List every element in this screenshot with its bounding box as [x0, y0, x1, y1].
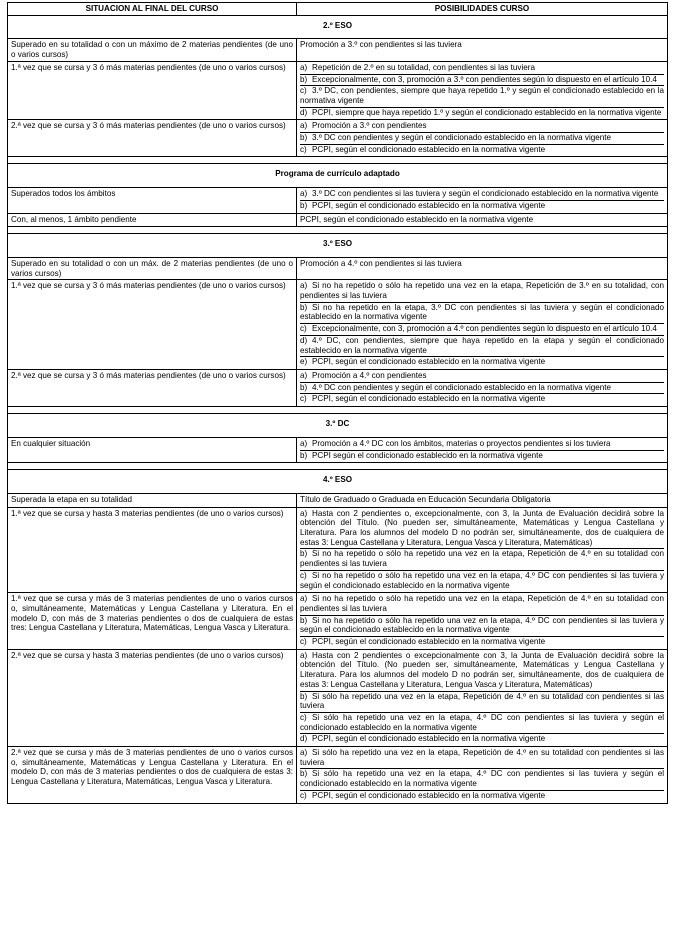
header-situation: SITUACION AL FINAL DEL CURSO	[8, 3, 297, 16]
option-text: Si no ha repetido o sólo ha repetido una vez en la etapa, 4.º DC con pendientes si las tuviera y según el condicionado establecido en la normativa vigente	[300, 615, 664, 635]
possibilities-cell	[297, 369, 668, 406]
option-item	[300, 121, 664, 133]
option-text: Si sólo ha repetido una vez en la etapa, 4.º DC con pendientes si las tuviera y según el condicionado establecido en la normativa vigente	[300, 769, 664, 789]
option-text: PCPI, según el condicionado establecido en la normativa vigente	[312, 144, 546, 154]
option-item	[300, 133, 664, 145]
option-text: Si no ha repetido o sólo ha repetido una vez en la etapa, Repetición de 4.º en su totalidad con pendientes si las tuviera	[300, 594, 664, 613]
option-letter: b)	[300, 200, 308, 210]
table-row	[8, 437, 668, 462]
situation-cell: 1.ª vez que se cursa y más de 3 materias pendientes de uno o varios cursos o, simultáneamente, Matemáticas y Lengua Castellana y Literatura. En el modelo D, con más de 3 materias pendientes o dos de cualquiera de estas tres: Lengua Castellana y Literatura, Matemáticas, Lengua Vasca y Literatura.	[8, 593, 297, 650]
section-gap	[8, 227, 668, 234]
option-text: Promoción a 4.º DC con los ámbitos, materias o proyectos pendientes si los tuviera	[312, 438, 611, 448]
option-item	[300, 713, 664, 734]
promotion-table	[7, 2, 668, 804]
table-row	[8, 61, 668, 120]
option-letter: b)	[300, 615, 308, 625]
header-possibilities: POSIBILIDADES CURSO	[297, 3, 668, 16]
option-text: PCPI según el condicionado establecido en la normativa vigente	[312, 450, 543, 460]
section-title: Programa de currículo adaptado	[8, 164, 668, 188]
table-row	[8, 493, 668, 507]
possibilities-cell	[297, 593, 668, 650]
option-text: Si no ha repetido en la etapa, 3.º DC con pendientes si las tuviera y según el condicionado establecido en la normativa vigente	[300, 302, 664, 322]
situation-cell: 2.ª vez que se cursa y 3 ó más materias pendientes (de uno o varios cursos)	[8, 369, 297, 406]
option-letter: a)	[300, 438, 308, 448]
option-text: PCPI, según el condicionado establecido en la normativa vigente	[312, 357, 546, 367]
option-item	[300, 594, 664, 615]
option-letter: a)	[300, 594, 308, 604]
option-item	[300, 63, 664, 75]
table-body	[8, 15, 668, 803]
option-letter: c)	[300, 637, 307, 647]
section-gap	[8, 157, 668, 164]
table-row	[8, 649, 668, 746]
option-text: 3.º DC con pendientes y según el condicionado establecido en la normativa vigente	[312, 133, 612, 143]
possibilities-cell	[297, 61, 668, 120]
option-text: 4.º DC con pendientes y según el condicionado establecido en la normativa vigente	[312, 382, 612, 392]
option-letter: b)	[300, 133, 308, 143]
option-text: Promoción a 4.º con pendientes	[312, 370, 427, 380]
option-letter: b)	[300, 382, 308, 392]
possibilities-cell	[297, 188, 668, 213]
option-text: Repetición de 2.º en su totalidad, con pendientes si las tuviera	[312, 62, 535, 72]
option-item	[300, 549, 664, 570]
possibilities-cell	[297, 213, 668, 227]
possibilities-cell	[297, 507, 668, 593]
option-text: Si no ha repetido o sólo ha repetido una vez en la etapa, 4.º DC con pendientes si las tuviera y según el condicionado establecido en la normativa vigente	[300, 570, 664, 590]
section-title: 3.º ESO	[8, 234, 668, 258]
option-text: PCPI, según el condicionado establecido en la normativa vigente	[312, 790, 546, 800]
option-text: Si sólo ha repetido una vez en la etapa, Repetición de 4.º en su totalidad con pendientes si las tuviera	[300, 748, 664, 767]
possibilities-cell	[297, 257, 668, 279]
option-letter: b)	[300, 691, 308, 701]
option-item	[300, 303, 664, 324]
section-title: 2.º ESO	[8, 15, 668, 39]
option-text: Si no ha repetido o sólo ha repetido una vez en la etapa, Repetición de 3.º en su totalidad, con pendientes si las tuviera	[300, 281, 664, 301]
table-row	[8, 213, 668, 227]
header-row	[8, 3, 668, 16]
situation-cell: Con, al menos, 1 ámbito pendiente	[8, 213, 297, 227]
option-text: Excepcionalmente, con 3, promoción a 3.º con pendientes según lo dispuesto en el artículo 10.4	[312, 74, 657, 84]
option-letter: c)	[300, 144, 307, 154]
option-letter: d)	[300, 107, 308, 117]
option-item	[300, 201, 664, 212]
option-item	[300, 637, 664, 648]
situation-cell: 1.ª vez que se cursa y 3 ó más materias pendientes (de uno o varios cursos)	[8, 61, 297, 120]
option-text: PCPI, según el condicionado establecido en la normativa vigente	[312, 734, 546, 744]
option-item	[300, 145, 664, 156]
option-item	[300, 86, 664, 107]
option-letter: e)	[300, 357, 308, 367]
option-item	[300, 571, 664, 591]
table-row	[8, 280, 668, 370]
option-item	[300, 616, 664, 637]
option-letter: c)	[300, 790, 307, 800]
option-text: Si sólo ha repetido una vez en la etapa, 4.º DC con pendientes si las tuviera y según el condicionado establecido en la normativa vigente	[300, 712, 664, 732]
table-row	[8, 747, 668, 804]
section-header-row	[8, 234, 668, 258]
option-item	[300, 383, 664, 395]
option-item	[300, 439, 664, 451]
option-item	[300, 394, 664, 405]
option-item	[300, 108, 664, 119]
situation-cell: 1.ª vez que se cursa y hasta 3 materias pendientes (de uno o varios cursos)	[8, 507, 297, 593]
option-text: Promoción a 3.º con pendientes si las tuviera	[300, 40, 462, 50]
option-text: 4.º DC, con pendientes, siempre que haya repetido en la etapa y según el condicionado establecido en la normativa vigente	[300, 335, 664, 355]
option-letter: a)	[300, 370, 308, 380]
table-row	[8, 257, 668, 279]
option-item	[300, 215, 664, 226]
situation-cell: Superada la etapa en su totalidad	[8, 493, 297, 507]
option-letter: c)	[300, 86, 307, 96]
option-text: Promoción a 3.º con pendientes	[312, 121, 427, 131]
option-letter: b)	[300, 302, 308, 312]
option-text: Hasta con 2 pendientes o excepcionalmente con 3, la Junta de Evaluación decidirá sobre la obtención del Título. (No pueden ser, simultáneamente, Matemáticas y Lengua Castellana y Literatura. Para los alumnos del modelo D no podrán ser, simultáneamente, dos de cualquiera de estas 3: Lengua Castellana y Literatura, Lengua Vasca y Literatura, Matemáticas)	[300, 650, 664, 689]
section-gap-cell	[8, 227, 668, 234]
table-row	[8, 120, 668, 157]
option-item	[300, 189, 664, 201]
option-text: 3.º DC con pendientes si las tuviera y según el condicionado establecido en la normativa vigente	[312, 189, 659, 199]
section-header-row	[8, 164, 668, 188]
situation-cell: Superado en su totalidad o con un máx. de 2 materias pendientes (de uno o varios cursos)	[8, 257, 297, 279]
option-item	[300, 451, 664, 462]
option-item	[300, 324, 664, 336]
section-title: 4.º ESO	[8, 470, 668, 494]
table-row	[8, 593, 668, 650]
option-letter: a)	[300, 121, 308, 131]
option-text: PCPI, según el condicionado establecido en la normativa vigente	[300, 214, 534, 224]
option-letter: c)	[300, 394, 307, 404]
option-letter: c)	[300, 570, 307, 580]
situation-cell: En cualquier situación	[8, 437, 297, 462]
situation-cell: 2.ª vez que se cursa y hasta 3 materias pendientes (de uno o varios cursos)	[8, 649, 297, 746]
option-letter: a)	[300, 62, 308, 72]
section-gap-cell	[8, 157, 668, 164]
section-gap	[8, 407, 668, 414]
option-text: 3.º DC, con pendientes, siempre que haya repetido 1.º y según el condicionado establecido en la normativa vigente	[300, 86, 664, 105]
option-item	[300, 75, 664, 87]
option-item	[300, 281, 664, 302]
possibilities-cell	[297, 39, 668, 61]
section-gap	[8, 463, 668, 470]
option-item	[300, 692, 664, 713]
option-letter: c)	[300, 712, 307, 722]
option-item	[300, 509, 664, 550]
option-item	[300, 651, 664, 692]
option-item	[300, 748, 664, 769]
option-letter: d)	[300, 734, 308, 744]
option-item	[300, 734, 664, 745]
section-gap-cell	[8, 463, 668, 470]
table-row	[8, 369, 668, 406]
option-text: PCPI, según el condicionado establecido en la normativa vigente	[312, 200, 546, 210]
option-letter: b)	[300, 450, 308, 460]
option-item	[300, 357, 664, 368]
option-letter: b)	[300, 74, 308, 84]
possibilities-cell	[297, 493, 668, 507]
option-letter: a)	[300, 508, 308, 518]
option-text: Si sólo ha repetido una vez en la etapa, Repetición de 4.º en su totalidad con pendientes si las tuviera	[300, 691, 664, 711]
possibilities-cell	[297, 437, 668, 462]
option-letter: a)	[300, 281, 308, 291]
situation-cell: 1.ª vez que se cursa y 3 ó más materias pendientes (de uno o varios cursos)	[8, 280, 297, 370]
table-row	[8, 188, 668, 213]
option-letter: c)	[300, 324, 307, 334]
option-text: PCPI, siempre que haya repetido 1.º y según el condicionado establecido en la normativa vigente	[312, 107, 662, 117]
table-row	[8, 507, 668, 593]
section-title: 3.º DC	[8, 414, 668, 438]
option-text: PCPI, según el condicionado establecido en la normativa vigente	[312, 394, 546, 404]
option-letter: a)	[300, 748, 308, 758]
option-text: Título de Graduado o Graduada en Educación Secundaria Obligatoria	[300, 494, 551, 504]
section-header-row	[8, 470, 668, 494]
option-text: Excepcionalmente, con 3, promoción a 4.º con pendientes según lo dispuesto en el artículo 10.4	[312, 324, 657, 334]
possibilities-cell	[297, 280, 668, 370]
option-text: Si no ha repetido o sólo ha repetido una vez en la etapa, Repetición de 4.º en su totalidad con pendientes si las tuviera	[300, 549, 664, 569]
possibilities-cell	[297, 120, 668, 157]
possibilities-cell	[297, 747, 668, 804]
situation-cell: Superados todos los ámbitos	[8, 188, 297, 213]
section-gap-cell	[8, 407, 668, 414]
option-letter: d)	[300, 335, 308, 345]
option-letter: a)	[300, 189, 308, 199]
option-item	[300, 791, 664, 802]
option-item	[300, 371, 664, 383]
option-text: Hasta con 2 pendientes o, excepcionalmente, con 3, la Junta de Evaluación decidirá sobre la obtención del Título. (No pueden ser, simultáneamente, Matemáticas y Lengua Castellana y Literatura. Para los alumnos del modelo D no podrán ser, simultáneamente, dos de cualquiera de estas 3: Lengua Castellana y Literatura, Lengua Vasca y Literatura, Matemáticas)	[300, 508, 664, 547]
possibilities-cell	[297, 649, 668, 746]
option-item	[300, 40, 664, 51]
option-item	[300, 336, 664, 357]
section-header-row	[8, 15, 668, 39]
option-letter: b)	[300, 549, 308, 559]
situation-cell: Superado en su totalidad o con un máximo de 2 materias pendientes (de uno o varios cursos)	[8, 39, 297, 61]
situation-cell: 2.ª vez que se cursa y 3 ó más materias pendientes (de uno o varios cursos)	[8, 120, 297, 157]
section-header-row	[8, 414, 668, 438]
situation-cell: 2.ª vez que se cursa y más de 3 materias pendientes de uno o varios cursos o, simultáneamente, Matemáticas y Lengua Castellana y Literatura. En el modelo D, con más de 3 materias pendientes o dos de cualquiera de estas 3: Lengua Castellana y Literatura, Matemáticas, Lengua Vasca y Literatura.	[8, 747, 297, 804]
option-text: PCPI, según el condicionado establecido en la normativa vigente	[312, 637, 546, 647]
option-letter: a)	[300, 650, 308, 660]
table-row	[8, 39, 668, 61]
option-item	[300, 495, 664, 506]
option-text: Promoción a 4.º con pendientes si las tuviera	[300, 258, 462, 268]
option-letter: b)	[300, 769, 308, 779]
option-item	[300, 259, 664, 270]
option-item	[300, 769, 664, 790]
